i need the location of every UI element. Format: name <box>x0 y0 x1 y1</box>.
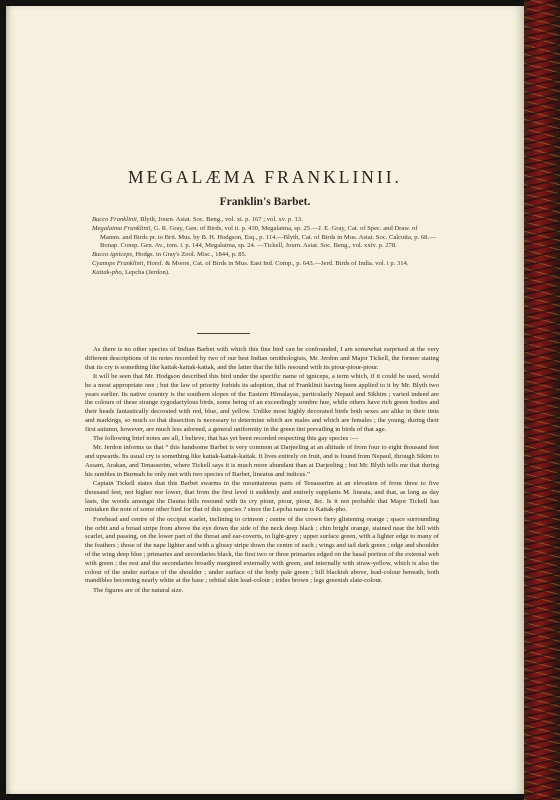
synonymy-entry <box>92 251 436 260</box>
synonym-name: Kattak-pho, <box>92 268 124 276</box>
synonym-citation: Lepcha (Jerdon). <box>123 268 170 276</box>
paragraph-tickell: Captain Tickell states that this Barbet swarms in the mountainous parts of Tenasserim at an elevation of from three to five thousand feet, not higher nor lower, that from the first level it suddenly and entirely supplants M. lineata, and that, as long as day lasts, the woods amongst the Dauna hills resound with its cry piour, piour, piour, &c. Is it not probable that Major Tickell has mistaken the note of some other bird for that of this species ? since the Lepcha name is Kattak-pho. <box>85 480 439 514</box>
synonymy-entry <box>92 216 436 225</box>
common-name-subtitle: Franklin's Barbet. <box>219 196 311 208</box>
page-title: MEGALÆMA FRANKLINII. <box>128 167 402 187</box>
synonym-name: Cyanops Franklinii, <box>92 259 146 267</box>
synonym-citation: Horsf. & Moore, Cat. of Birds in Mus. East Ind. Comp., p. 643.—Jerd. Birds of India. vol. i p. 314. <box>145 259 409 267</box>
synonymy-entry <box>92 260 436 269</box>
paragraph-nomenclature: It will be seen that Mr. Hodgson described this bird under the specific name of igniceps, a term which, if it could be used, would be a most appropriate one ; but the law of priority forbids its adoption, that of Franklinii having been applied to it by Mr. Blyth two years earlier. Its native country is the southern slopes of the Eastern Himalayas, particularly Nepaul and Sikhim ; varied indeed are the colours of these strange zygodactylous birds, some being of an exceedingly sombre hue, while others have rich green bodies and their heads fantastically decorated with red, blue, and yellow. Unlike most highly decorated birds both sexes are alike in their tints and markings, so much so that dissection is necessary to determine which are males and which are females ; the young, during their first autumn, however, are much less adorned, a general uniformity in the green tint prevailing in birds of that age. <box>85 372 439 433</box>
synonym-citation: G. R. Gray, Gen. of Birds, vol ii. p. 430, Megalaima, sp. 25.—J. E. Gray, Cat. of Spec. and Draw. of Mamm. and Birds pr. to Brit. Mus. by B. H. Hodgson, Esq., p. 114.—Blyth, Cat. of Birds in Mus. Asiat. Soc. Calcutta, p. 68.—Bonap. Consp. Gen. Av., tom. i. p. 144, Megalaima, sp. 24. —Tickell, Journ. Asiat. Soc. Beng., vol. xxiv. p. 278. <box>100 224 436 250</box>
synonym-name: Megalaima Franklinii, <box>92 224 153 232</box>
synonym-citation: Blyth, Journ. Asiat. Soc. Beng., vol. xi. p. 167 ; vol. xv. p. 13. <box>138 216 303 223</box>
paragraph-brief-notes: The following brief notes are all, I believe, that has yet been recorded respecting this gay species :— <box>93 435 359 442</box>
synonymy-entry <box>92 269 436 278</box>
section-divider <box>197 333 250 334</box>
marbled-page-edge <box>524 0 560 800</box>
book-page <box>6 6 524 794</box>
synonym-name: Bucco Franklinii, <box>92 216 139 223</box>
paragraph-figures-note: The figures are of the natural size. <box>93 586 184 594</box>
synonym-citation: Hodgs. in Gray's Zool. Misc., 1844, p. 85. <box>133 251 247 258</box>
paragraph-jerdon: Mr. Jerdon informs us that “ this handsome Barbet is very common at Darjeeling at an altitude of from four to eight thousand feet and upwards. Its usual cry is something like kattak-kattak-kattak. It lives entirely on fruit, and is found from Nepaul, through Sikim to Assam, Arakan, and Tenasserim, where Tickell says it is much more abundant than at Darjeeling ; but Mr. Blyth tells me that during his rambles in Burmah he only met with two species of Barbet, lineatus and indicus.” <box>85 444 439 478</box>
synonym-name: Bucco igniceps, <box>92 251 134 258</box>
synonymy-entry <box>92 225 436 251</box>
paragraph-notes-intro: As there is no other species of Indian Barbet with which this fine bird can be confounded, I am somewhat surprised at the very different descriptions of its notes recorded by two of our best Indian ornithologists, Mr. Jerdon and Major Tickell, the former stating that its cry is something like kattak-kattak-kattak, and the latter that the hills resound with its piour-piour-piour. <box>85 346 439 371</box>
synonymy-list <box>92 216 436 277</box>
body-text <box>85 346 439 596</box>
paragraph-description: Forehead and centre of the occiput scarlet, inclining to crimson ; centre of the crown fiery glistening orange ; space surrounding the orbit and a broad stripe from above the eye down the side of the neck deep black ; chin bright orange, stained near the bill with scarlet, and passing, on the lower part of the throat and ear-coverts, to light-grey ; upper surface green, with a lighter edge to many of the feathers ; those of the nape lighter and with a glossy stripe down the centre of each ; wings and tail dark green ; edge and shoulder of the wing deep blue ; primaries and secondaries black, the first two or three primaries edged on the basal portion of the external web with green ; the rest and the secondaries broadly margined externally with green, and internally with straw-yellow, which is also the colour of the under surface of the shoulder ; under surface of the body pale green ; bill blackish above, lead-colour beneath, both mandibles becoming nearly white at the base ; orbital skin lead-colour ; irides brown ; legs greenish slate-colour. <box>85 515 439 585</box>
